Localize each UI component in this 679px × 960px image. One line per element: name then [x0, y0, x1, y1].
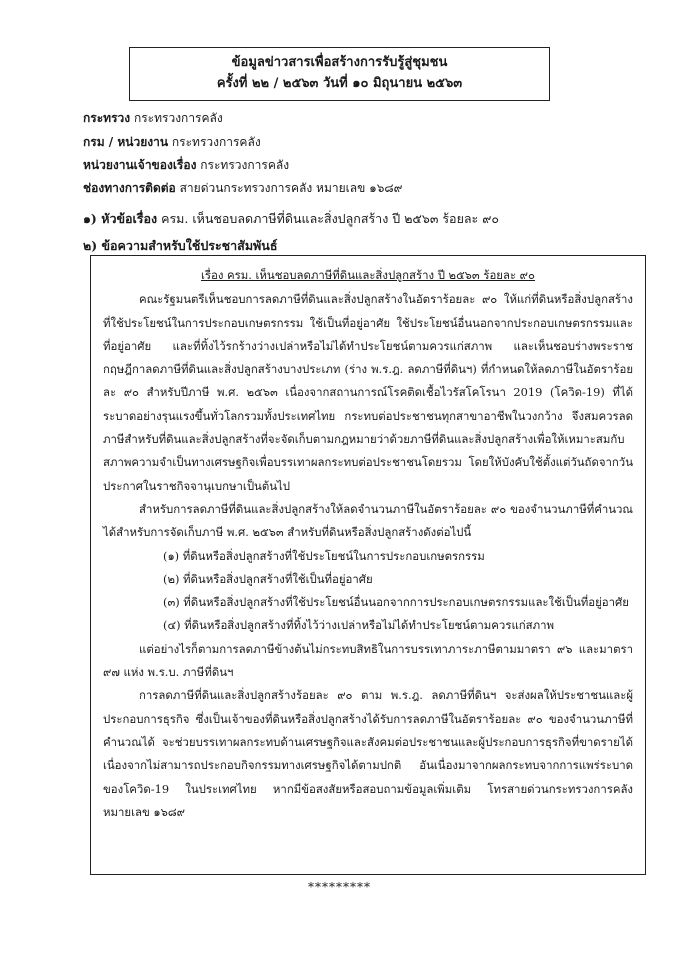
meta-department [83, 134, 261, 150]
topic-line [83, 209, 499, 229]
pr-heading: ๒) ข้อความสำหรับใช้ประชาสัมพันธ์ [83, 238, 278, 253]
content-paragraph: สำหรับการลดภาษีที่ดินและสิ่งปลูกสร้างให้ลดจำนวนภาษีในอัตราร้อยละ ๙๐ ของจำนวนภาษีที่คำนวณได้สำหรับการจัดเก็บภาษี พ.ศ. ๒๕๖๓ สำหรับที่ดินหรือสิ่งปลูกสร้างดังต่อไปนี้ [103, 501, 633, 540]
end-of-document-mark: ********* [308, 880, 371, 894]
list-item: (๓) ที่ดินหรือสิ่งปลูกสร้างที่ใช้ประโยชน์อื่นนอกจากการประกอบเกษตรกรรมและใช้เป็นที่อยู่อาศัย [163, 595, 629, 610]
meta-label: หน่วยงานเจ้าของเรื่อง [83, 158, 197, 172]
header-title: ข้อมูลข่าวสารเพื่อสร้างการรับรู้สู่ชุมชน [231, 55, 448, 70]
meta-label: ช่องทางการติดต่อ [83, 181, 176, 195]
meta-contact-channel [83, 180, 402, 196]
list-item: (๔) ที่ดินหรือสิ่งปลูกสร้างที่ทิ้งไว้ว่างเปล่าหรือไม่ได้ทำประโยชน์ตามควรแก่สภาพ [163, 618, 555, 633]
list-item: (๑) ที่ดินหรือสิ่งปลูกสร้างที่ใช้ประโยชน์ในการประกอบเกษตรกรรม [163, 548, 485, 563]
content-paragraph: คณะรัฐมนตรีเห็นชอบการลดภาษีที่ดินและสิ่งปลูกสร้างในอัตราร้อยละ ๙๐ ให้แก่ที่ดินหรือสิ่งปลูกสร้างที่ใช้ประโยชน์ในการประกอบเกษตรกรรม ใช้เป็นที่อยู่อาศัย ใช้ประโยชน์อื่นนอกจากประกอบเกษตรกรรมและที่อยู่อาศัย และที่ทิ้งไว้รกร้างว่างเปล่าหรือไม่ได้ทำประโยชน์ตามควรแก่สภาพ และเห็นชอบร่างพระราชกฤษฎีกาลดภาษีที่ดินและสิ่งปลูกสร้างบางประเภท (ร่าง พ.ร.ฎ. ลดภาษีที่ดินฯ) ที่กำหนดให้ลดภาษีในอัตราร้อยละ ๙๐ สำหรับปีภาษี พ.ศ. ๒๕๖๓ เนื่องจากสถานการณ์โรคติดเชื้อไวรัสโคโรนา 2019 (โควิด-19) ที่ได้ระบาดอย่างรุนแรงขึ้นทั่วโลกรวมทั้งประเทศไทย กระทบต่อประชาชนทุกสาขาอาชีพในวงกว้าง จึงสมควรลดภาษีสำหรับที่ดินและสิ่งปลูกสร้างที่จะจัดเก็บตามกฎหมายว่าด้วยภาษีที่ดินและสิ่งปลูกสร้างเพื่อให้เหมาะสมกับสภาพความจำเป็นทางเศรษฐกิจเพื่อบรรเทาผลกระทบต่อประชาชนโดยรวม โดยให้บังคับใช้ตั้งแต่วันถัดจากวันประกาศในราชกิจจานุเบกษาเป็นต้นไป [103, 292, 633, 493]
meta-value: กระทรวงการคลัง [171, 135, 261, 149]
header-box [129, 47, 550, 101]
topic-label: ๑) หัวข้อเรื่อง [83, 211, 158, 226]
list-item: (๒) ที่ดินหรือสิ่งปลูกสร้างที่ใช้เป็นที่อยู่อาศัย [163, 571, 373, 586]
content-title: เรื่อง ครม. เห็นชอบลดภาษีที่ดินและสิ่งปลูกสร้าง ปี ๒๕๖๓ ร้อยละ ๙๐ [201, 268, 535, 282]
meta-ministry [83, 110, 223, 126]
meta-value: กระทรวงการคลัง [200, 158, 290, 172]
content-paragraph: แต่อย่างไรก็ตามการลดภาษีข้างต้นไม่กระทบสิทธิในการบรรเทาภาระภาษีตามมาตรา ๙๖ และมาตรา ๙๗ แห่ง พ.ร.บ. ภาษีที่ดินฯ [103, 641, 633, 680]
meta-owner-agency [83, 157, 289, 173]
content-paragraph: การลดภาษีที่ดินและสิ่งปลูกสร้างร้อยละ ๙๐ ตาม พ.ร.ฎ. ลดภาษีที่ดินฯ จะส่งผลให้ประชาชนและผู้ประกอบการธุรกิจ ซึ่งเป็นเจ้าของที่ดินหรือสิ่งปลูกสร้างได้รับการลดภาษีในอัตราร้อยละ ๙๐ ของจำนวนภาษีที่คำนวณได้ จะช่วยบรรเทาผลกระทบด้านเศรษฐกิจและสังคมต่อประชาชนและผู้ประกอบการธุรกิจที่ขาดรายได้ เนื่องจากไม่สามารถประกอบกิจกรรมทางเศรษฐกิจได้ตามปกติ อันเนื่องมาจากผลกระทบจากการแพร่ระบาดของโควิด-19 ในประเทศไทย หากมีข้อสงสัยหรือสอบถามข้อมูลเพิ่มเติม โทรสายด่วนกระทรวงการคลัง หมายเลข ๑๖๘๙ [103, 688, 633, 819]
pr-content-box [90, 255, 646, 875]
meta-value: สายด่วนกระทรวงการคลัง หมายเลข ๑๖๘๙ [179, 181, 403, 195]
meta-label: กระทรวง [83, 111, 131, 125]
meta-label: กรม / หน่วยงาน [83, 135, 169, 149]
topic-value: ครม. เห็นชอบลดภาษีที่ดินและสิ่งปลูกสร้าง ปี ๒๕๖๓ ร้อยละ ๙๐ [161, 211, 500, 226]
header-issue-date: ครั้งที่ ๒๒ / ๒๕๖๓ วันที่ ๑๐ มิถุนายน ๒๕๖๓ [216, 76, 463, 91]
meta-value: กระทรวงการคลัง [133, 111, 223, 125]
